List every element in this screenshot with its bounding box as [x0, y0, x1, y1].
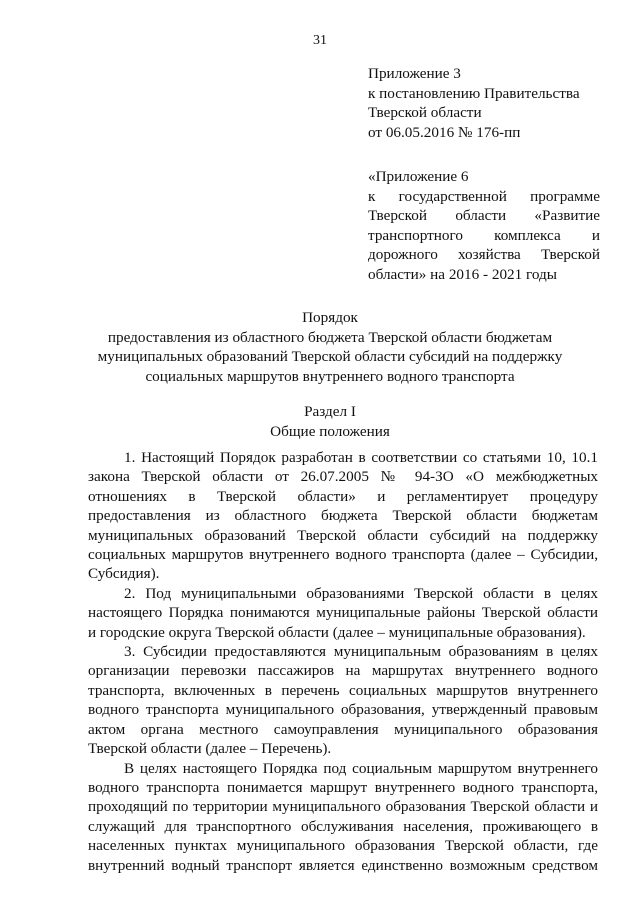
appendix-6-line: «Приложение 6 [368, 168, 469, 185]
text-line: внутренний водный транспорт является единственно возможным средством [88, 856, 598, 874]
text-line: организации перевозки пассажиров на маршрутах внутреннего водного [88, 662, 598, 680]
text-line: водного транспорта муниципального образования, утвержденный правовым [88, 701, 598, 719]
text-line: 3. Субсидии предоставляются муниципальным образованиям в целях [124, 643, 598, 661]
title-line: социальных маршрутов внутреннего водного транспорта [145, 367, 515, 385]
appendix-6-line: области» на 2016 - 2021 годы [368, 265, 557, 283]
paragraph-4 [88, 759, 598, 875]
text-line: 1. Настоящий Порядок разработан в соответствии со статьями 10, 10.1 [124, 449, 598, 466]
text-line: и городские округа Тверской области (далее – муниципальные образования). [88, 623, 586, 641]
text-line: В целях настоящего Порядка под социальным маршрутом внутреннего [124, 759, 598, 777]
text-line: водного транспорта понимается маршрут внутреннего водного транспорта, [88, 778, 598, 796]
text-line: 2. Под муниципальными образованиями Тверской области в целях [124, 584, 598, 602]
paragraph-3 [88, 642, 598, 758]
appendix-6-line: транспортного комплекса и [368, 226, 600, 244]
appendix-6-header [368, 167, 600, 285]
appendix-3-line: от 06.05.2016 № 176-пп [368, 123, 521, 141]
title-heading: Порядок [302, 309, 358, 326]
text-line: отношениях в Тверской области» и регламентирует процедуру [88, 487, 598, 505]
appendix-3-header [368, 64, 608, 142]
text-line: закона Тверской области от 26.07.2005 № 94-ЗО «О межбюджетных [88, 468, 598, 486]
text-line: населенных пунктах муниципального образования Тверской области, где [88, 837, 598, 855]
page-number: 31 [313, 33, 327, 48]
section-number: Раздел I [304, 403, 356, 420]
text-line: актом органа местного самоуправления муниципального образования [88, 720, 598, 738]
text-line: Тверской области (далее – Перечень). [88, 740, 332, 758]
appendix-3-line: Тверской области [368, 104, 482, 122]
text-line: транспорта, включенных в перечень социальных маршрутов внутреннего [88, 681, 598, 699]
title-line: муниципальных образований Тверской области субсидий на поддержку [97, 348, 563, 366]
paragraph-1 [88, 448, 598, 584]
text-line: настоящего Порядка понимаются муниципальные районы Тверской области [88, 604, 598, 622]
text-line: социальных маршрутов внутреннего водного транспорта (далее – Субсидии, [88, 546, 598, 564]
section-heading [60, 402, 600, 441]
title-line: предоставления из областного бюджета Тверской области бюджетам [107, 328, 553, 346]
text-line: предоставления из областного бюджета Тверской области бюджетам [88, 507, 598, 525]
appendix-3-line: к постановлению Правительства [368, 84, 580, 102]
appendix-6-line: дорожного хозяйства Тверской [368, 246, 600, 264]
text-line: проходящий по территории муниципального образования Тверской области и [88, 798, 598, 816]
appendix-6-line: Тверской области «Развитие [368, 207, 600, 225]
paragraph-2 [88, 584, 598, 642]
appendix-3-line: Приложение 3 [368, 65, 461, 82]
section-name: Общие положения [270, 422, 390, 440]
text-line: Субсидия). [88, 565, 160, 583]
appendix-6-line: к государственной программе [368, 187, 600, 205]
text-line: служащий для транспортного обслуживания населения, проживающего в [88, 817, 598, 835]
text-line: муниципальных образований Тверской области субсидий на поддержку [88, 526, 598, 544]
document-title [60, 308, 600, 386]
body-text [88, 448, 598, 875]
